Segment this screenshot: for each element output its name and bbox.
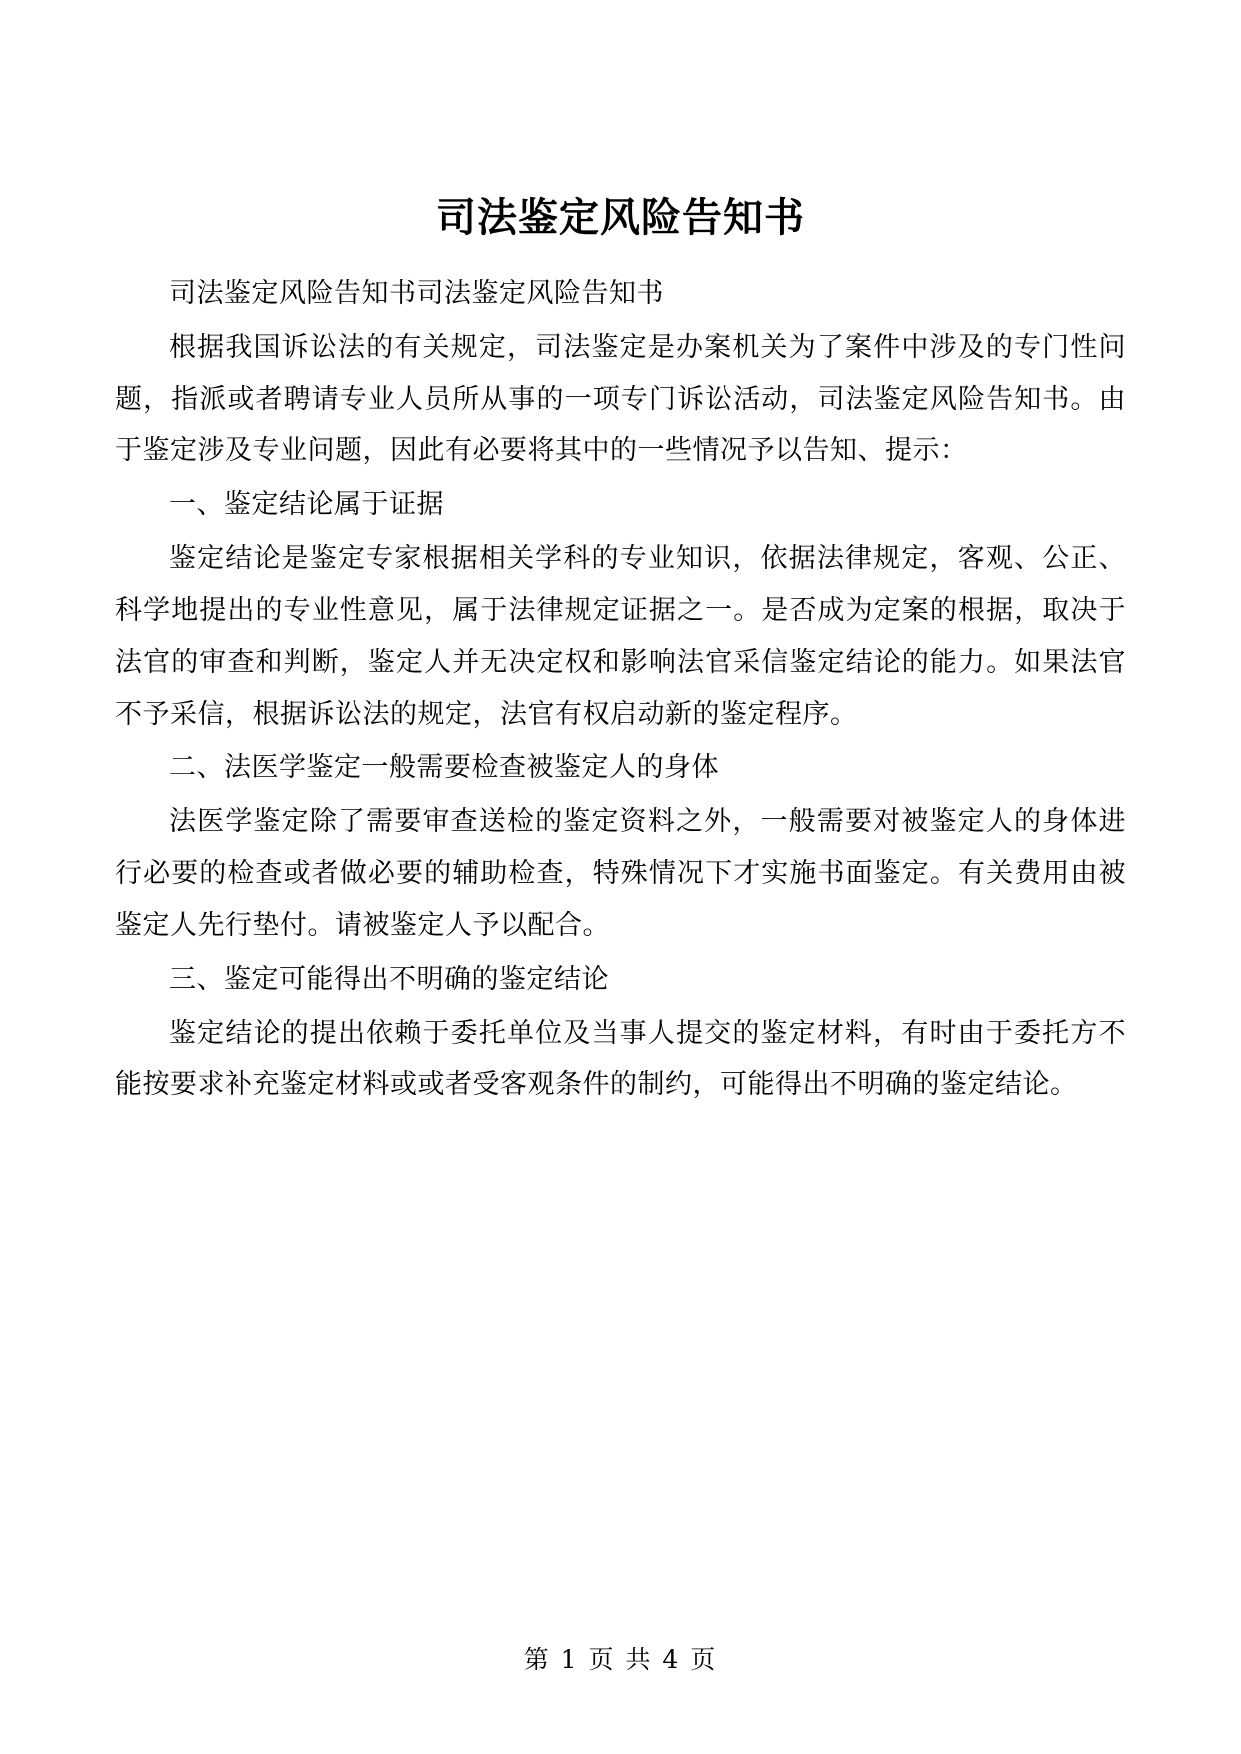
page-footer: 第 1 页 共 4 页 xyxy=(523,1645,718,1674)
paragraph-subtitle-line: 司法鉴定风险告知书司法鉴定风险告知书 xyxy=(169,278,664,309)
section-heading-1: 一、鉴定结论属于证据 xyxy=(169,489,444,521)
section-heading-3: 三、鉴定可能得出不明确的鉴定结论 xyxy=(169,963,609,995)
section-body-1: 鉴定结论是鉴定专家根据相关学科的专业知识，依据法律规定，客观、公正、科学地提出的专业性意见，属于法律规定证据之一。是否成为定案的根据，取决于法官的审查和判断，鉴定人并无决定权和影响法官采信鉴定结论的能力。如果法官不予采信，根据诉讼法的规定，法官有权启动新的鉴定程序。 xyxy=(115,543,1126,730)
paragraph-intro: 根据我国诉讼法的有关规定，司法鉴定是办案机关为了案件中涉及的专门性问题，指派或者聘请专业人员所从事的一项专门诉讼活动，司法鉴定风险告知书。由于鉴定涉及专业问题，因此有必要将其中的一些情况予以告知、提示： xyxy=(115,331,1126,467)
page-title: 司法鉴定风险告知书 xyxy=(436,195,805,241)
section-body-3: 鉴定结论的提出依赖于委托单位及当事人提交的鉴定材料，有时由于委托方不能按要求补充鉴定材料或或者受客观条件的制约，可能得出不明确的鉴定结论。 xyxy=(115,1017,1126,1101)
section-body-2: 法医学鉴定除了需要审查送检的鉴定资料之外，一般需要对被鉴定人的身体进行必要的检查或者做必要的辅助检查，特殊情况下才实施书面鉴定。有关费用由被鉴定人先行垫付。请被鉴定人予以配合。 xyxy=(115,806,1126,941)
section-heading-2: 二、法医学鉴定一般需要检查被鉴定人的身体 xyxy=(169,752,719,784)
